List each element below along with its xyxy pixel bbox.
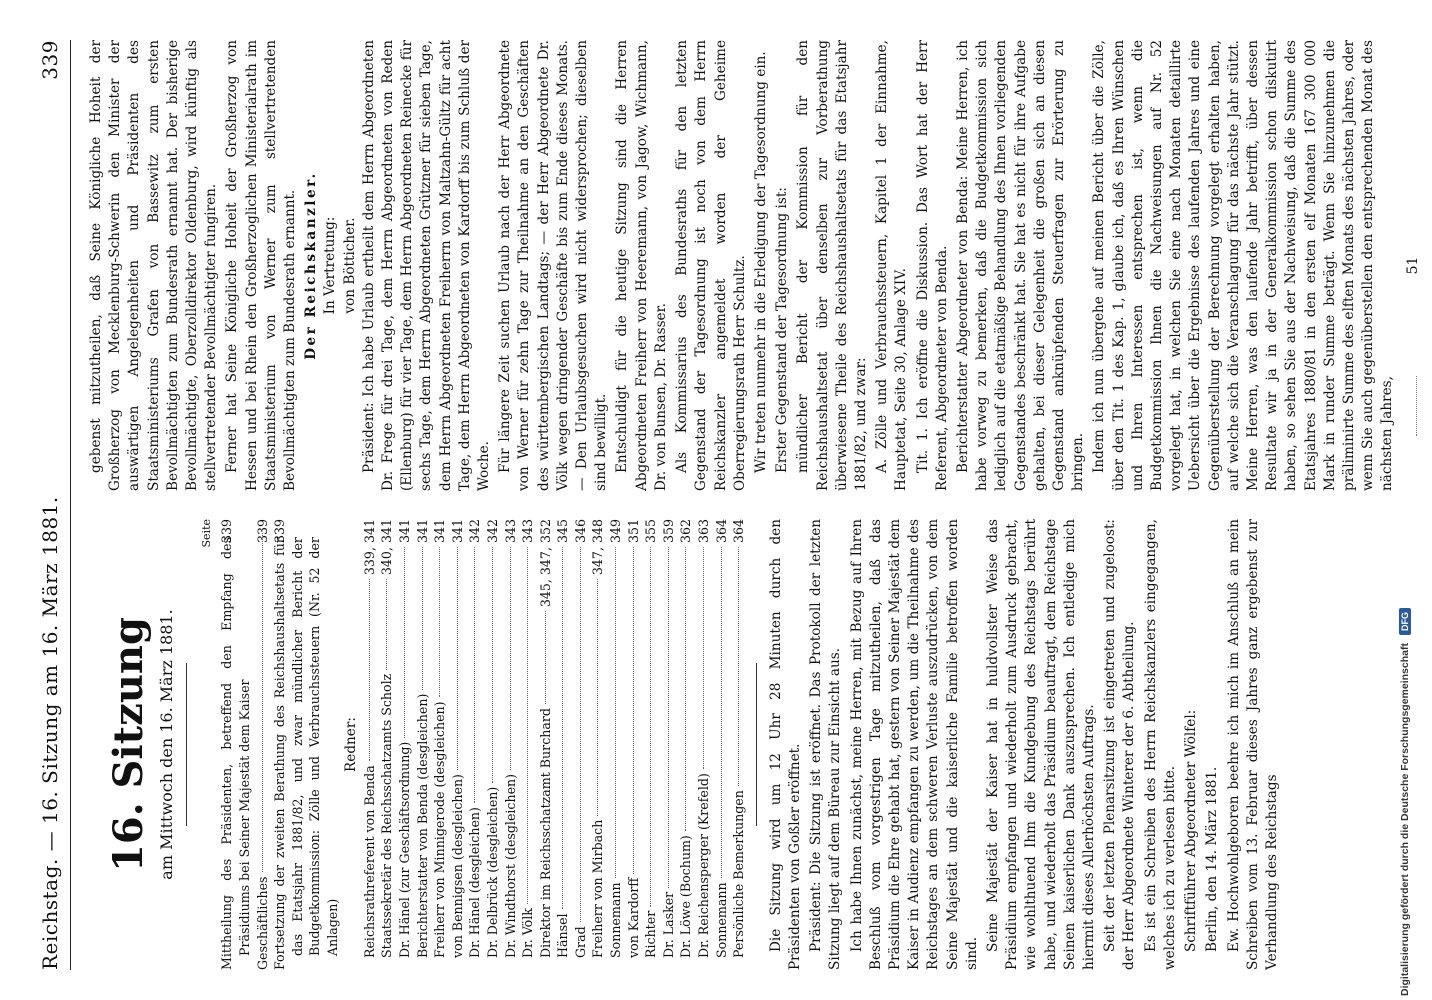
paragraph: Für längere Zeit suchen Urlaub nach der Herr Abgeordnete von Werner für zehn Tage zur Theilnahme an den Geschäften des württembergischen Landtags; — der Herr Abgeordnete Dr. Völk wegen dringender Geschäfte bis zum Ende dieses Monats. — Den Urlaubsgesuchen wird nicht widersprochen; dieselben sind bewilligt. [497, 40, 610, 491]
toc-entry-page: 341 [449, 519, 465, 544]
session-title: 16. Sitzung [105, 617, 152, 872]
toc-entry-label: Dr. Völk [520, 908, 536, 958]
toc-entry-label: Grad [572, 926, 588, 958]
toc-entry-label: Dr. Lasker [660, 891, 676, 958]
paragraph: Ich habe Ihnen zunächst, meine Herren, mit Bezug auf Ihren Beschluß vom vorgestrigen Tage mitzutheilen, daß das Präsidium die Ehre gehabt hat, gestern von Seiner Majestät dem Kaiser in Audienz empfangen zu werden, um die Theilnahme des Reichstages an dem schweren Verluste auszudrücken, von dem Seine Majestät und die kaiserliche Familie betroffen worden sind. [848, 519, 980, 970]
paragraph: Tit. 1. Ich eröffne die Diskussion. Das Wort hat der Herr Referent, Abgeordneter von Benda. [914, 40, 950, 491]
right-paragraphs-2 [360, 40, 1398, 491]
toc-entry [502, 519, 520, 958]
toc-entry-label: Dr. Delbrück (desgleichen) [484, 786, 500, 958]
toc-entry-label: Dr. Reichensperger (Krefeld) [696, 773, 712, 958]
toc-entry [607, 519, 625, 958]
toc-entry-label: Dr. Windthorst (desgleichen) [502, 773, 518, 958]
toc-entry [713, 519, 731, 958]
title-rule [186, 663, 187, 825]
toc-entry-page: 339 [272, 519, 288, 544]
toc-entry-page: 345 [555, 519, 571, 544]
right-paragraphs [87, 40, 300, 491]
toc-entry [589, 519, 607, 958]
toc-leader-dots [738, 547, 739, 786]
toc-entry-page: 341 [414, 519, 430, 544]
toc-rule [756, 663, 757, 825]
paragraph: Ferner hat Seine Königliche Hoheit der Großherzog von Hessen und bei Rhein den Großherzoglichen Ministerialrath im Staatsministerium von Werner zum stellvertretenden Bevollmächtigten zum Bundesrath ernannt. [224, 40, 299, 491]
toc-entry [554, 519, 572, 958]
paragraph: Erster Gegenstand der Tagesordnung ist: [774, 187, 791, 473]
paragraph: Entschuldigt für die heutige Sitzung sind die Herren Abgeordneten Freiherr von Heeremann, von Jagow, Wichmann, Dr. von Bunsen, Dr. Rasser. [614, 40, 669, 491]
toc-entry-page: 346 [572, 519, 588, 544]
toc-entry [677, 519, 695, 958]
toc-entry [730, 519, 748, 958]
toc-entry-label: Fortsetzung der zweiten Berathung des Reichshaushaltsetats für das Etatsjahr 1881/82, und zwar mündlicher Bericht der Budgetkommission: Zölle und Verbrauchssteuern (Nr. 52 der Anlagen) [272, 537, 340, 970]
toc-entry [519, 519, 537, 958]
toc-leader-dots [369, 579, 370, 761]
toc-entry [642, 519, 660, 958]
toc-entry-label: von Bennigsen (desgleichen) [449, 774, 465, 958]
toc-entry-label: Dr. Hänel (zur Geschäftsordnung) [396, 741, 412, 958]
toc-entry-page: 363 [696, 519, 712, 544]
toc-entry-page: 349 [608, 519, 624, 544]
toc-entry-page: 339 [219, 519, 235, 544]
toc-page-heading: Seite [200, 519, 214, 548]
toc-leader-dots [404, 547, 405, 738]
paragraph: Indem ich nun übergehe auf meinen Bericht über die Zölle, über den Tit. 1 des Kap. 1, glaube ich, daß es Ihren Wünschen und Ihren Interessen entsprechen ist, wenn die Budgetkommission Ihnen die Nachweisungen auf Nr. 52 vorgelegt hat, in welchen Sie eine nach Monaten detaillirte Uebersicht über die Ergebnisse des laufenden Jahres und eine Gegenüberstellung der Berechnung vorgelegt erhalten haben, auf welche sich die Veranschlagung für das nächste Jahr stützt. Meine Herren, was den laufende Jahr betrifft, über dessen Resultate wir ja in der Generalkommission schon diskutirt haben, so sehen Sie aus der Nachweisung, daß die Summe des Etatsjahres 1880/81 in den ersten elf Monaten 167 300 000 Mark in runder Summe beträgt. Wenn Sie hinzunehmen die präliminirte Summe des elften Monats des nächsten Jahres, oder wenn Sie auch gegenüberstellen den entsprechenden Monat des nächsten Jahres, [1091, 40, 1396, 491]
toc-entry-page: 347, 348 [590, 519, 606, 576]
toc-entry [254, 519, 272, 970]
left-paragraphs [767, 519, 1282, 970]
toc-entry-page: 342 [467, 519, 483, 544]
toc-leader-dots [474, 547, 475, 803]
toc-entry-page: 343 [502, 519, 518, 544]
toc-entry-page: 342 [484, 519, 500, 544]
toc-entry [625, 519, 643, 958]
paragraph: gebenst mitzutheilen, daß Seine Königliche Hoheit der Großherzog von Mecklenburg-Schwerin den Minister der auswärtigen Angelegenheiten und Präsidenten des Staatsministeriums Grafen von Bassewitz zum ersten Bevollmächtigten zum Bundesrath ernannt hat. Der bisherige Bevollmächtigte, Oberzolldirektor Oldenburg, wird künftig als stellvertretender Bevollmächtigter fungiren. [88, 40, 220, 491]
toc-entry-page: 341 [432, 519, 448, 544]
toc-entry [660, 519, 678, 958]
dfg-credit [1388, 6, 1422, 996]
toc-entry-page: 351 [625, 519, 641, 544]
toc-leader-dots [580, 547, 581, 922]
toc-leader-dots [615, 547, 616, 878]
toc-entry-label: Reichsrathreferent von Benda [361, 765, 377, 958]
toc-leader-dots [262, 533, 263, 872]
toc-entry-label: Sonnemann [713, 882, 729, 958]
paragraph: Wir treten nunmehr in die Erledigung der Tagesordnung ein. [752, 51, 769, 473]
toc-entry-page: 345, 347, 352 [537, 519, 553, 608]
toc-entry [396, 519, 414, 958]
toc-entry [537, 519, 555, 958]
paragraph: Berlin, den 14. März 1881. [1204, 766, 1221, 952]
toc-entry-page: 341 [396, 519, 412, 544]
paragraph: Die Sitzung wird um 12 Uhr 28 Minuten durch den Präsidenten von Goßler eröffnet. [767, 519, 804, 970]
paragraph: A. Zölle und Verbrauchssteuern, Kapitel 1 der Einnahme, Hauptetat, Seite 30, Anlage XIV. [874, 40, 910, 491]
toc-leader-dots [527, 547, 528, 904]
toc-entry-page: 339 [254, 519, 270, 544]
toc-leader-dots [439, 547, 440, 697]
toc-entry [466, 519, 484, 958]
toc-speakers [361, 519, 748, 970]
credit-text: Digitalisierung gefördert durch die Deutsche Forschungsgemeinschaft [1399, 643, 1411, 996]
toc-entry-label: Staatssekretär des Reichsschatzamts Scholz [379, 673, 395, 958]
signature-line: Der Reichskanzler. [303, 171, 320, 360]
paragraph: Präsident: Die Sitzung ist eröffnet. Das Protokoll der letzten Sitzung liegt auf dem Büreau zur Einsicht aus. [808, 519, 844, 970]
toc-speakers-heading: Redner: [342, 717, 359, 772]
toc-entry [431, 519, 449, 958]
toc-entry [361, 519, 379, 958]
toc-leader-dots [597, 579, 598, 816]
toc-entry-page: 364 [731, 519, 747, 544]
toc-entry-page: 355 [643, 519, 659, 544]
paragraph: Berichterstatter Abgeordneter von Benda: Meine Herren, ich habe vorweg zu bemerken, daß die Budgetkommission sich lediglich auf die etatmäßige Behandlung des Ihnen vorliegenden Gegenstandes beschränkt hat. Sie hat es nicht für ihre Aufgabe gehalten, bei dieser Gelegenheit die großen sich an diesen Gegenstand anknüpfenden Steuerfragen zur Erörterung zu bringen. [954, 40, 1087, 491]
paragraph: Seit der letzten Plenarsitzung ist eingetreten und zugeloost: der Herr Abgeordnete Winterer der 6. Abtheilung. [1102, 519, 1138, 970]
toc-entry-page: 362 [678, 519, 694, 544]
toc-leader-dots [721, 547, 722, 878]
toc-entry-label: Freiherr von Mirbach [590, 819, 606, 958]
paragraph: Als Kommissarius des Bundesraths für den letzten Gegenstand der Tagesordnung ist noch von dem Herrn Reichskanzler angemeldet worden der Geheime Oberregierungsrath Herr Schultz. [674, 40, 748, 491]
toc-leader-dots [685, 547, 686, 831]
toc-entry-label: Persönliche Bemerkungen [731, 790, 747, 958]
toc-entry-label: Dr. Hänel (desgleichen) [467, 807, 483, 958]
toc-top [218, 519, 341, 970]
toc-entry-label: von Kardorff [625, 877, 641, 958]
toc-entry-label: Direktor im Reichsschatzamt Burchard [537, 708, 553, 958]
toc-leader-dots [562, 547, 563, 909]
dfg-logo-badge: DFG [1399, 608, 1411, 635]
left-column [87, 519, 1280, 970]
toc-leader-dots [703, 547, 704, 769]
right-column [87, 40, 1421, 491]
toc-leader-dots [457, 547, 458, 770]
toc-leader-dots [510, 547, 511, 770]
paragraph: Es ist ein Schreiben des Herrn Reichskanzlers eingegangen, welches ich zu verlesen bitte. [1142, 519, 1178, 970]
toc-entry-page: 339, 341 [361, 519, 377, 576]
toc-entry-page: 359 [660, 519, 676, 544]
toc-entry-label: Dr. Löwe (Bochum) [678, 835, 694, 958]
toc-entry [378, 519, 396, 958]
toc-entry [218, 519, 253, 970]
signature-line: von Bötticher. [341, 217, 358, 314]
toc-entry-page: 340, 341 [379, 519, 395, 576]
toc-entry-label: Hänsel [555, 913, 571, 958]
toc-entry-label: Freiherr von Minnigerode (desgleichen) [432, 701, 448, 958]
toc-leader-dots [668, 547, 669, 888]
running-head [38, 40, 71, 970]
toc-leader-dots [650, 547, 651, 907]
toc-entry-label: Geschäftliches [254, 876, 270, 970]
toc-entry-label: Mittheilung des Präsidenten, betreffend den Empfang des Präsidiums bei Seiner Majestät dem Kaiser [219, 537, 252, 970]
toc-entry-label: Sonnemann [608, 882, 624, 958]
toc-entry [572, 519, 590, 958]
session-date: am Mittwoch den 16. März 1881. [157, 609, 176, 880]
paragraph: Seine Majestät der Kaiser hat in huldvollster Weise das Präsidium empfangen und wiederholt zum Ausdruck gebracht, wie wohlthuend Ihm die Kundgebung des Reichstags berührt habe, und wiederholt das Präsidium beauftragt, dem Reichstage Seinen kaiserlichen Dank auszusprechen. Ich entledige mich hiermit dieses Allerhöchsten Auftrags. [985, 519, 1098, 970]
toc-leader-dots [492, 547, 493, 783]
signature-line: In Vertretung: [322, 216, 339, 315]
toc-entry-page: 343 [520, 519, 536, 544]
paragraph: Schriftführer Abgeordneter Wölfel: [1183, 709, 1200, 952]
toc-entry [449, 519, 467, 958]
toc-entry-page: 364 [713, 519, 729, 544]
running-head-title: Reichstag. — 16. Sitzung am 16. März 1881. [38, 496, 62, 970]
sheet-number: 51 [1404, 256, 1421, 275]
credit-dotted-line [1416, 376, 1417, 436]
toc-entry-label: Richter [643, 910, 659, 958]
toc-leader-dots [545, 611, 546, 704]
page-number: 339 [38, 40, 62, 80]
toc-leader-dots [633, 547, 634, 874]
signature-block [302, 40, 360, 491]
toc-leader-dots [422, 547, 423, 690]
paragraph: Ew. Hochwohlgeboren beehre ich mich im Anschluß an mein Schreiben vom 13. Februar dieses Jahres ganz ergebenst zur Verhandlung des Reichstags [1225, 519, 1280, 970]
toc-leader-dots [386, 579, 387, 670]
toc-entry [695, 519, 713, 958]
toc-entry [414, 519, 432, 958]
toc-entry [271, 519, 341, 970]
toc-entry [484, 519, 502, 958]
paragraph: mündlicher Bericht der Kommission für den Reichshaushaltsetat über denselben zur Vorberathung überwiesene Theile des Reichshaushaltsetats für das Etatsjahr 1881/82, und zwar: [795, 40, 869, 491]
paragraph: Präsident: Ich habe Urlaub ertheilt dem Herrn Abgeordneten Dr. Frege für drei Tage, dem Herrn Abgeordneten von Reden (Ellenburg) für vier Tage, dem Herrn Abgeordneten Reinecke für sechs Tage, dem Herrn Abgeordneten Grützner für sieben Tage, dem Herrn Abgeordneten Freiherrn von Maltzahn-Gültz für acht Tage, dem Herrn Abgeordneten von Kardorff bis zum Schluß der Woche. [360, 40, 493, 491]
toc-entry-label: Berichterstatter von Benda (desgleichen) [414, 693, 430, 958]
